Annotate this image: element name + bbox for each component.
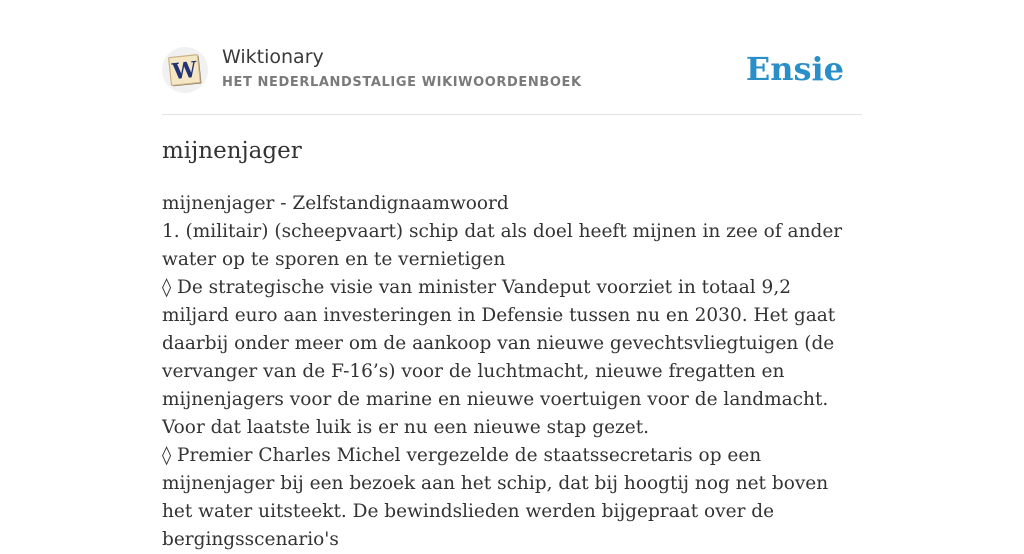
site-name[interactable]: Wiktionary xyxy=(222,46,324,68)
entry-content xyxy=(162,190,862,554)
page-title: mijnenjager xyxy=(162,138,302,164)
ensie-brand-link[interactable]: Ensie xyxy=(745,50,844,88)
wiktionary-logo-icon[interactable] xyxy=(162,47,208,93)
site-header xyxy=(162,0,862,115)
entry-heading-line: mijnenjager - Zelfstandignaamwoord xyxy=(162,193,509,214)
site-subtitle: HET NEDERLANDSTALIGE WIKIWOORDENBOEK xyxy=(222,75,582,90)
page xyxy=(162,0,862,550)
example-sentence: ◊ De strategische visie van minister Vandeput voorziet in totaal 9,2 miljard euro aan investeringen in Defensie tussen nu en 2030. Het gaat daarbij onder meer om de aankoop van nieuwe gevechtsvliegtuigen (de vervanger van de F-16’s) voor de luchtmacht, nieuwe fregatten en mijnenjagers voor de marine en nieuwe voertuigen voor de landmacht. Voor dat laatste luik is er nu een nieuwe stap gezet. xyxy=(162,277,836,438)
entry-definition: 1. (militair) (scheepvaart) schip dat als doel heeft mijnen in zee of ander water op te sporen en te vernietigen xyxy=(162,221,843,270)
example-sentence: ◊ Premier Charles Michel vergezelde de staatssecretaris op een mijnenjager bij een bezoek aan het schip, dat bij hoogtij nog net boven het water uitsteekt. De bewindslieden werden bijgepraat over de bergingsscenario's xyxy=(162,445,829,550)
logo-letter: W xyxy=(170,56,199,86)
